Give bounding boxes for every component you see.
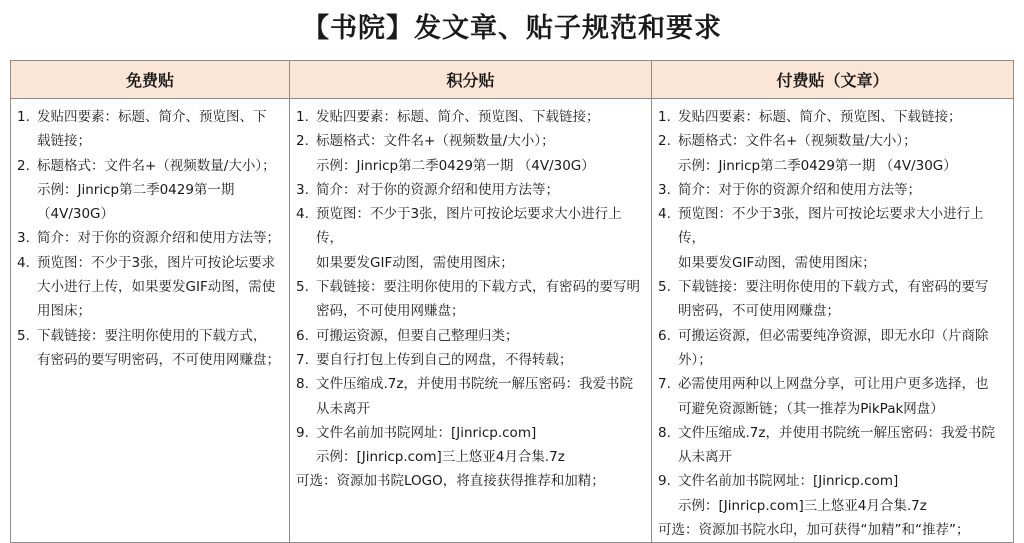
item-line: 下载链接：要注明你使用的下载方式，有密码的要写 <box>678 279 989 296</box>
item-text <box>678 324 1009 373</box>
item-text <box>37 251 285 324</box>
item-text <box>316 105 647 129</box>
item-text <box>316 348 647 372</box>
item-line: 文件压缩成.7z，并使用书院统一解压密码：我爱书院 <box>678 424 995 441</box>
list-item <box>658 275 1009 324</box>
list-item <box>296 202 647 275</box>
item-text <box>316 421 647 470</box>
item-line: 发贴四要素：标题、简介、预览图、下载链接； <box>678 109 962 125</box>
item-line: 如果要发GIF动图，需使用图床； <box>316 254 514 271</box>
list-item <box>296 129 647 178</box>
item-text <box>37 154 285 227</box>
list-item <box>17 251 285 324</box>
item-line: 示例：Jinricp第二季0429第一期 <box>37 181 235 198</box>
item-number: 9. <box>296 424 309 441</box>
optional-note: 可选：资源加书院LOGO，将直接获得推荐和加精； <box>296 473 605 490</box>
column-header-paid: 付费贴（文章） <box>652 61 1014 99</box>
optional-note: 可选：资源加书院水印，加可获得“加精”和“推荐”； <box>658 522 970 539</box>
item-text <box>316 275 647 324</box>
item-line: 示例：[Jinricp.com]三上悠亚4月合集.7z <box>316 449 565 466</box>
item-line: 从未离开 <box>678 449 732 466</box>
item-text <box>678 469 1009 518</box>
item-text <box>316 324 647 348</box>
item-number: 4. <box>296 206 309 223</box>
item-line: 预览图：不少于3张，图片可按论坛要求大小进行上传， <box>316 206 622 247</box>
item-number: 4. <box>658 206 671 223</box>
item-line: 预览图：不少于3张，图片可按论坛要求 <box>37 254 276 271</box>
item-number: 5. <box>17 327 30 344</box>
item-line: （4V/30G） <box>37 206 115 223</box>
item-line: 可搬运资源，但必需要纯净资源，即无水印（片商除 <box>678 327 989 344</box>
item-number: 3. <box>17 230 30 247</box>
list-item <box>17 105 285 154</box>
item-text <box>316 372 647 421</box>
list-item <box>658 105 1009 129</box>
item-number: 5. <box>296 279 309 296</box>
item-line: 可避免资源断链；（其一推荐为PikPak网盘） <box>678 400 944 417</box>
item-number: 7. <box>658 376 671 393</box>
item-text <box>678 105 1009 129</box>
item-line: 有密码的要写明密码，不可使用网赚盘； <box>37 351 280 368</box>
item-number: 6. <box>658 327 671 344</box>
header-row <box>11 61 1014 99</box>
list-item <box>296 421 647 470</box>
list-item <box>17 154 285 227</box>
item-line: 可搬运资源，但要自己整理归类； <box>316 327 519 344</box>
list-item <box>296 348 647 372</box>
item-number: 4. <box>17 254 30 271</box>
item-line: 示例：[Jinricp.com]三上悠亚4月合集.7z <box>678 497 927 514</box>
item-line: 用图床； <box>37 303 91 320</box>
item-line: 文件压缩成.7z，并使用书院统一解压密码：我爱书院 <box>316 376 633 393</box>
list-item <box>658 202 1009 275</box>
item-number: 1. <box>296 109 309 125</box>
item-line: 标题格式：文件名+（视频数量/大小）； <box>37 157 276 174</box>
list-item <box>296 178 647 202</box>
item-number: 2. <box>658 133 671 150</box>
item-number: 8. <box>296 376 309 393</box>
list-item <box>17 324 285 373</box>
item-text <box>678 178 1009 202</box>
item-number: 1. <box>17 109 30 125</box>
item-line: 如果要发GIF动图，需使用图床； <box>678 254 876 271</box>
item-number: 3. <box>296 181 309 198</box>
list-item <box>658 129 1009 178</box>
list-item <box>658 178 1009 202</box>
content-row <box>11 99 1014 543</box>
item-line: 示例：Jinricp第二季0429第一期 （4V/30G） <box>678 157 957 174</box>
list-item <box>658 469 1009 518</box>
item-text <box>678 421 1009 470</box>
list-item <box>296 105 647 129</box>
item-text <box>678 129 1009 178</box>
item-line: 明密码，不可使用网赚盘； <box>678 303 840 320</box>
column-header-free: 免费贴 <box>11 61 290 99</box>
item-text <box>678 275 1009 324</box>
column-points <box>290 99 652 543</box>
item-line: 要自行打包上传到自己的网盘，不得转载； <box>316 351 573 368</box>
item-line: 预览图：不少于3张，图片可按论坛要求大小进行上传， <box>678 206 984 247</box>
item-line: 从未离开 <box>316 400 370 417</box>
list-item <box>296 372 647 421</box>
item-text <box>316 178 647 202</box>
item-number: 1. <box>658 109 671 125</box>
item-line: 发贴四要素：标题、简介、预览图、下 <box>37 109 267 125</box>
item-line: 简介：对于你的资源介绍和使用方法等； <box>678 181 921 198</box>
item-line: 简介：对于你的资源介绍和使用方法等； <box>316 181 559 198</box>
item-number: 8. <box>658 424 671 441</box>
list-item <box>296 324 647 348</box>
list-item <box>17 226 285 250</box>
item-line: 大小进行上传，如果要发GIF动图，需使 <box>37 279 276 296</box>
list-item <box>658 324 1009 373</box>
item-text <box>37 105 285 154</box>
rules-table <box>10 60 1014 543</box>
item-line: 密码，不可使用网赚盘； <box>316 303 465 320</box>
item-number: 2. <box>17 157 30 174</box>
item-line: 发贴四要素：标题、简介、预览图、下载链接； <box>316 109 600 125</box>
item-line: 标题格式：文件名+（视频数量/大小）； <box>678 133 917 150</box>
item-text <box>678 202 1009 275</box>
item-text <box>316 129 647 178</box>
item-number: 7. <box>296 351 309 368</box>
column-paid <box>652 99 1014 543</box>
page-title: 【书院】发文章、贴子规范和要求 <box>302 13 722 44</box>
item-line: 下载链接：要注明你使用的下载方式，有密码的要写明 <box>316 279 640 296</box>
column-free <box>11 99 290 543</box>
item-line: 下载链接：要注明你使用的下载方式， <box>37 327 267 344</box>
item-text <box>678 372 1009 421</box>
item-number: 6. <box>296 327 309 344</box>
item-line: 必需使用两种以上网盘分享，可让用户更多选择，也 <box>678 376 989 393</box>
item-line: 文件名前加书院网址：[Jinricp.com] <box>316 424 537 441</box>
item-number: 9. <box>658 473 671 490</box>
item-number: 3. <box>658 181 671 198</box>
item-number: 5. <box>658 279 671 296</box>
item-line: 外）； <box>678 351 712 368</box>
list-item <box>658 421 1009 470</box>
list-item <box>296 275 647 324</box>
item-number: 2. <box>296 133 309 150</box>
item-text <box>316 202 647 275</box>
item-line: 标题格式：文件名+（视频数量/大小）； <box>316 133 555 150</box>
column-header-points: 积分贴 <box>290 61 652 99</box>
item-text <box>37 324 285 373</box>
item-line: 文件名前加书院网址：[Jinricp.com] <box>678 473 899 490</box>
item-line: 示例：Jinricp第二季0429第一期 （4V/30G） <box>316 157 595 174</box>
item-line: 载链接； <box>37 133 91 150</box>
list-item <box>658 372 1009 421</box>
item-text <box>37 226 285 250</box>
item-line: 简介：对于你的资源介绍和使用方法等； <box>37 230 280 247</box>
